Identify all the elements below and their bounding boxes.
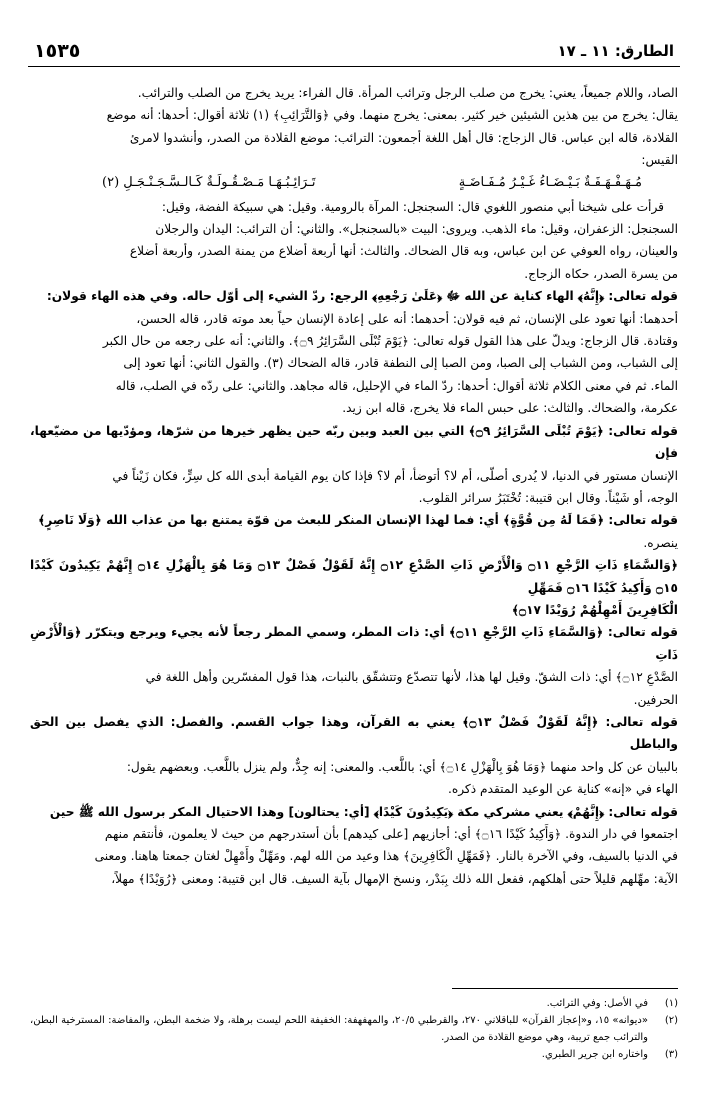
- text-line: قوله تعالى: ﴿وَالسَّمَاءِ ذَاتِ الرَّجْعِ ۝١١﴾ أي: ذات المطر، وسمي المطر رجعاً لأنه يجيء ويرجع ويتكرّر ﴿وَالْأَرْضِ ذَاتِ: [30, 625, 678, 662]
- text-line: الصاد، واللام جميعاً، يعني: يخرج من صلب الرجل وترائب المرأة. قال الفراء: يريد يخرج من الصلب والترائب.: [137, 86, 678, 100]
- poem-hemistich-second: تَـرَائِـبُـهَـا مَـصْـقُـولَـةٌ كَـالـسَّـجَـنْـجَـلِ (٢): [102, 174, 316, 190]
- text-line: عكرمة، والضحاك. والثالث: على حبس الماء فلا يخرج، قاله ابن زيد.: [342, 401, 678, 416]
- header-rule: [28, 66, 680, 67]
- text-line: أحدهما: أنها تعود على الإنسان، ثم فيه قولان: أحدهما: أنه على إعادة الإنسان حياً بعد موته قادر، قاله الحسن،: [136, 311, 678, 326]
- footnote: [30, 1046, 678, 1063]
- text-line: بالبيان عن كل واحد منهما ﴿وَمَا هُوَ بِالْهَزْلِ ۝١٤﴾ أي: باللَّعب. والمعنى: إنه جِدٌّ، ولم ينزل باللَّعب. وبعضهم يقول:: [126, 759, 678, 774]
- footnotes: [30, 995, 678, 1063]
- text-line: القيس:: [641, 153, 678, 168]
- text-line: الماء. ثم في معنى الكلام ثلاثة أقوال: أحدها: ردّ الماء في الإحليل، قاله مجاهد. والثاني: على ردّه في الصلب، قاله: [115, 378, 678, 393]
- text-line: اجتمعوا في دار الندوة. ﴿وَأَكِيدُ كَيْدًا ۝١٦﴾ أي: أجازيهم [على كيدهم] بأن أستدرجهم من حيث لا يعلمون، فأنتقم منهم: [104, 827, 678, 841]
- text-line: قوله تعالى: ﴿إِنَّهُ لَقَوْلٌ فَصْلٌ ۝١٣﴾ يعني به القرآن، وهذا جواب القسم. والفصل: الذي يفصل بين الحق والباطل: [30, 714, 678, 752]
- text-line: إلى الشباب، ومن الشباب إلى الصبا، ومن الصبا إلى النطفة قادر، قاله الضحاك (٣). والقول الثاني: أنها تعود إلى: [123, 356, 678, 371]
- footnote: [30, 1012, 678, 1046]
- commentary-body: [30, 82, 678, 890]
- text-line: وقتادة. قال الزجاج: ويدلّ على هذا القول قوله تعالى: ﴿يَوْمَ تُبْلَى السَّرَائِرُ ۝٩﴾. والثاني: أنه على رجعه من حال الكبر: [102, 334, 678, 349]
- footnote-number: (٢): [664, 1015, 678, 1026]
- footnote-text: واختاره ابن جرير الطبري.: [541, 1049, 648, 1060]
- text-line: الإنسان مستور في الدنيا، لا يُدرى أصلّى، أم لا؟ أتوضأ، أم لا؟ فإذا كان يوم القيامة أبدى الله كل سِرٍّ، فكان زَيْناً في: [112, 468, 678, 483]
- text-line: الصَّدْعِ ۝١٢﴾ أي: ذات الشقّ. وقيل لها هذا، لأنها تتصدّع وتتشقّق بالنبات، هذا قول المفسّرين وأهل اللغة في: [145, 670, 678, 685]
- surah-reference: الطارق: ١١ ـ ١٧: [557, 42, 674, 60]
- footnote: [30, 995, 678, 1012]
- text-line: ينصره.: [643, 535, 678, 550]
- footnote-text: في الأصل: وفي الترائب.: [546, 998, 648, 1009]
- quran-verse-block: الْكَافِرِينَ أَمْهِلْهُمْ رُوَيْدًا ۝١٧﴾: [511, 602, 678, 617]
- footnote-number: (٣): [664, 1049, 678, 1060]
- text-line: قوله تعالى: ﴿فَمَا لَهُ مِن قُوَّةٍ﴾ أي: فما لهذا الإنسان المنكر للبعث من قوّة يمتنع بها من عذاب الله ﴿وَلَا نَاصِرٍ﴾: [38, 513, 678, 528]
- footnote-rule: [452, 988, 678, 989]
- text-line: قوله تعالى: ﴿يَوْمَ تُبْلَى السَّرَائِرُ ۝٩﴾ التي بين العبد وبين ربّه حين يظهر خيرها من شرّها، ومؤدّيها من مضيّعها، فإن: [30, 423, 678, 461]
- text-line: قوله تعالى: ﴿إِنَّهُ﴾ الهاء كناية عن الله ﷻ ﴿عَلَىٰ رَجْعِهِ﴾ الرجع: ردّ الشيء إلى أوّل حاله. وفي هذه الهاء قولان:: [46, 289, 678, 304]
- footnote-text: «ديوانه» ١٥، و«إعجاز القرآن» للباقلاني ٢٧٠، والقرطبي ٢٠/٥، والمهفهفة: الخفيفة اللحم ليست برهلة، ولا ضخمة البطن، والمفاضة: المسترخية البطن، والترائب جمع تريبة، وهي موضع القلادة من الصدر.: [30, 1015, 648, 1043]
- text-line: السجنجل: الزعفران، وقيل: ماء الذهب. ويروى: البيت «بالسجنجل». والثاني: أن الترائب: اليدان والرجلان: [155, 222, 678, 237]
- text-line: الوجه، أو شَيْناً. وقال ابن قتيبة: تُخْتَبَرُ سرائر القلوب.: [418, 490, 678, 505]
- text-line: من يسرة الصدر، حكاه الزجاج.: [524, 266, 678, 281]
- text-line: والعينان، رواه العوفي عن ابن عباس، وبه قال الضحاك. والثالث: أنها أربعة أضلاع من يمنة الصدر، وأربعة أضلاع: [129, 244, 678, 259]
- text-line: يقال: يخرج من بين هذين الشيئين خير كثير. بمعنى: يخرج منهما. وفي ﴿وَالتَّرَائِبِ﴾ (١) ثلاثة أقوال: أحدها: أنه موضع: [106, 108, 678, 123]
- text-line: في الدنيا بالسيف، وفي الآخرة بالنار. ﴿فَمَهِّلِ الْكَافِرِينَ﴾ هذا وعيد من الله لهم. ومَهِّلْ وأَمْهِلْ لغتان جمعتا هاهنا. ومعنى: [94, 849, 678, 864]
- text-line: الحرفين.: [633, 692, 678, 707]
- poem-hemistich-first: مُـهَـفْـهَـفَـةٌ بَـيْـضَـاءُ غَـيْـرُ مُـفَـاضَـةٍ: [458, 174, 642, 190]
- text-line: الهاء في «إنه» كناية عن الوعيد المتقدم ذكره.: [447, 782, 678, 797]
- footnote-number: (١): [664, 998, 678, 1009]
- text-line: قوله تعالى: ﴿إِنَّهُمْ﴾ يعني مشركي مكة ﴿يَكِيدُونَ كَيْدًا﴾ [أي: يحتالون] وهذا الاحتيال المكر برسول الله ﷺ حين: [49, 804, 678, 819]
- quran-verse-block: ﴿وَالسَّمَاءِ ذَاتِ الرَّجْعِ ۝١١ وَالْأَرْضِ ذَاتِ الصَّدْعِ ۝١٢ إِنَّهُ لَقَوْلٌ فَصْلٌ ۝١٣ وَمَا هُوَ بِالْهَزْلِ ۝١٤ إِنَّهُمْ يَكِيدُونَ كَيْدًا ۝١٥ وَأَكِيدُ كَيْدًا ۝١٦ فَمَهِّلِ: [30, 558, 678, 595]
- text-line: الآية: مهِّلهم قليلاً حتى أهلكهم، ففعل الله ذلك بِبَدْر، ونسخ الإمهال بآية السيف. قال ابن قتيبة: ومعنى ﴿رُوَيْدًا﴾ مهلاً،: [111, 871, 678, 886]
- text-line: القلادة، قاله ابن عباس. قال الزجاج: قال أهل اللغة أجمعون: الترائب: موضع القلادة من الصدر، وأنشدوا لامرئ: [129, 130, 678, 145]
- poem-verse: [30, 172, 678, 196]
- page-header: [28, 42, 680, 64]
- page-number: ١٥٣٥: [34, 40, 81, 62]
- text-line: قرأت على شيخنا أبي منصور اللغوي قال: السجنجل: المرآة بالرومية. وقيل: هي سبيكة الفضة، وقيل:: [161, 199, 664, 214]
